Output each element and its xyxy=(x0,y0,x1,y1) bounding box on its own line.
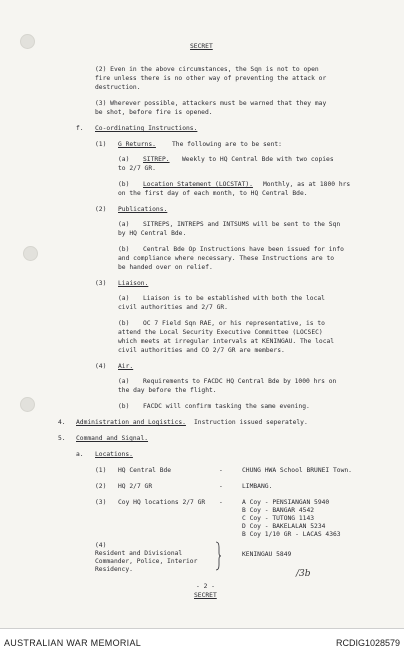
section-text: Instruction issued seperately. xyxy=(194,419,308,426)
para-3-line: (3) Wherever possible, attackers must be warned that they may xyxy=(95,100,327,107)
sub-item-heading: SITREP. xyxy=(143,156,170,163)
section-heading: Administration and Logistics. xyxy=(76,419,186,426)
location-unit: Resident and Divisional xyxy=(95,550,183,557)
sub-item-text: the day before the flight. xyxy=(118,387,217,394)
sub-item-text: Weekly to HQ Central Bde with two copies xyxy=(182,156,334,163)
location-unit: Residency. xyxy=(95,566,133,573)
location-place: B Coy 1/10 GR - LACAS 4363 xyxy=(242,531,341,538)
sub-item-text: SITREPS, INTREPS and INTSUMS will be sent to the Sqn xyxy=(143,221,341,228)
location-place: CHUNG HWA School BRUNEI Town. xyxy=(242,467,352,474)
sub-item-text: which meets at irregular intervals at KENINGAU. The local xyxy=(118,338,335,345)
sub-item-text: OC 7 Field Sqn RAE, or his representative, is to xyxy=(143,320,325,327)
item-heading: Publications. xyxy=(118,206,168,213)
sub-item-text: Liaison is to be established with both the local xyxy=(143,295,325,302)
location-dash: - xyxy=(219,467,223,474)
section-heading: Command and Signal. xyxy=(76,435,149,442)
section-number: 5. xyxy=(58,435,66,442)
para-2-line: fire unless there is no other way of preventing the attack or xyxy=(95,75,327,82)
sub-section-heading: Locations. xyxy=(95,451,133,458)
classification-footer: SECRET xyxy=(194,592,217,599)
location-number: (3) xyxy=(95,499,107,506)
sub-item-text: Monthly, as at 1800 hrs xyxy=(263,181,351,188)
item-text: The following are to be sent: xyxy=(172,141,282,148)
item-heading: Air. xyxy=(118,363,134,370)
sub-item-text: civil authorities and CO 2/7 GR are members. xyxy=(118,347,285,354)
sub-item-text: Requirements to FACDC HQ Central Bde by 1000 hrs on xyxy=(143,378,337,385)
archive-bar xyxy=(0,628,404,655)
para-3-line: be shot, before fire is opened. xyxy=(95,109,213,116)
punch-hole xyxy=(20,34,35,49)
location-dash: - xyxy=(219,499,223,506)
location-place: LIMBANG. xyxy=(242,483,273,490)
page-number: - 2 - xyxy=(196,583,215,590)
para-2-line: destruction. xyxy=(95,84,141,91)
punch-hole xyxy=(20,397,35,412)
punch-hole xyxy=(23,246,38,261)
section-label: f. xyxy=(76,125,84,132)
location-dash: - xyxy=(219,483,223,490)
sub-item-text: to 2/7 GR. xyxy=(118,165,156,172)
item-number: (1) xyxy=(95,141,107,148)
sub-item-text: civil authorities and 2/7 GR. xyxy=(118,304,228,311)
classification-header: SECRET xyxy=(190,43,213,50)
location-unit: Commander, Police, Interior xyxy=(95,558,198,565)
sub-item-text: and compliance where necessary. These Instructions are to xyxy=(118,255,335,262)
sub-item-text: by HQ Central Bde. xyxy=(118,230,187,237)
sub-item-label: (a) xyxy=(118,156,130,163)
location-place: B Coy - BANGAR 4542 xyxy=(242,507,315,514)
sub-item-text: be handed over on relief. xyxy=(118,264,213,271)
item-number: (2) xyxy=(95,206,107,213)
section-heading: Co-ordinating Instructions. xyxy=(95,125,198,132)
sub-item-text: on the first day of each month, to HQ Central Bde. xyxy=(118,190,308,197)
sub-section-label: a. xyxy=(76,451,84,458)
location-unit: HQ Central Bde xyxy=(118,467,172,474)
item-number: (4) xyxy=(95,363,107,370)
sub-item-heading: Location Statement (LOCSTAT). xyxy=(143,181,253,188)
sub-item-text: FACDC will confirm tasking the same evening. xyxy=(143,403,310,410)
location-number: (2) xyxy=(95,483,107,490)
location-place: A Coy - PENSIANGAN 5940 xyxy=(242,499,330,506)
section-number: 4. xyxy=(58,419,66,426)
item-number: (3) xyxy=(95,280,107,287)
location-number: (1) xyxy=(95,467,107,474)
archive-name: AUSTRALIAN WAR MEMORIAL xyxy=(4,638,142,648)
sub-item-label: (a) xyxy=(118,221,130,228)
location-place: D Coy - BAKELALAN 5234 xyxy=(242,523,326,530)
sub-item-text: attend the Local Security Executive Committee (LOCSEC) xyxy=(118,329,323,336)
sub-item-label: (b) xyxy=(118,403,130,410)
sub-item-label: (b) xyxy=(118,246,130,253)
sub-item-label: (a) xyxy=(118,378,130,385)
sub-item-label: (b) xyxy=(118,181,130,188)
location-unit: HQ 2/7 GR xyxy=(118,483,153,490)
item-heading: Liaison. xyxy=(118,280,149,287)
item-heading: G Returns. xyxy=(118,141,156,148)
location-place: C Coy - TUTONG 1143 xyxy=(242,515,315,522)
handwritten-initials: /3b xyxy=(296,569,311,579)
archive-id: RCDIG1028579 xyxy=(335,638,400,648)
para-2-line: (2) Even in the above circumstances, the Sqn is not to open xyxy=(95,66,319,73)
brace-icon xyxy=(214,541,222,571)
location-unit: Coy HQ locations 2/7 GR xyxy=(118,499,206,506)
location-place: KENINGAU 5849 xyxy=(242,551,292,558)
sub-item-text: Central Bde Op Instructions have been issued for info xyxy=(143,246,344,253)
sub-item-label: (a) xyxy=(118,295,130,302)
location-number: (4) xyxy=(95,542,107,549)
sub-item-label: (b) xyxy=(118,320,130,327)
